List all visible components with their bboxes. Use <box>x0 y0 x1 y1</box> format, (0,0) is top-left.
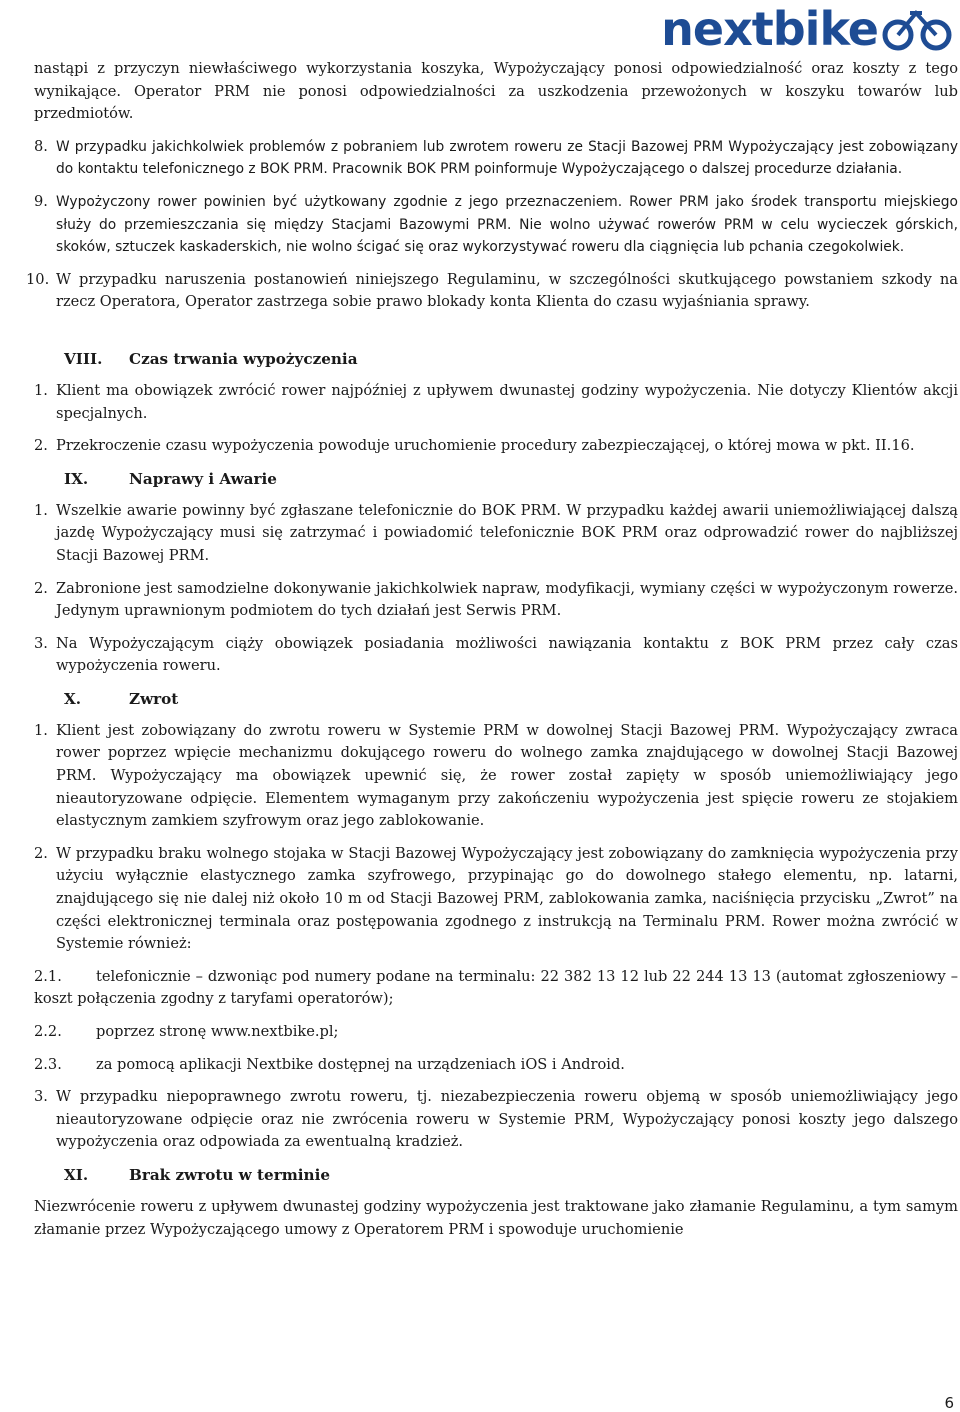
list-item <box>34 843 958 956</box>
item-text: Klient ma obowiązek zwrócić rower najpóźniej z upływem dwunastej godziny wypożyczenia. Nie dotyczy Klientów akcji specjalnych. <box>56 381 958 422</box>
list-item <box>34 1086 958 1154</box>
item-text: Na Wypożyczającym ciąży obowiązek posiadania możliwości nawiązania kontaktu z BOK PRM przez cały czas wypożyczenia roweru. <box>56 634 958 675</box>
section-title: Czas trwania wypożyczenia <box>129 349 358 368</box>
section-title: Brak zwrotu w terminie <box>129 1165 331 1184</box>
item-number: 2. <box>34 579 48 597</box>
section-heading <box>34 348 958 370</box>
item-text: Zabronione jest samodzielne dokonywanie jakichkolwiek napraw, modyfikacji, wymiany części w wypożyczonym rowerze. Jedynym uprawnionym podmiotem do tych działań jest Serwis PRM. <box>56 579 958 620</box>
item-number: 10. <box>26 270 50 288</box>
list-item <box>34 500 958 568</box>
list-item <box>34 380 958 425</box>
item-text: W przypadku braku wolnego stojaka w Stacji Bazowej Wypożyczający jest zobowiązany do zamknięcia wypożyczenia przy użyciu wyłącznie elastycznego zamka szyfrowego, przypinając go do dowolnego stałego elementu, np. latarni, znajdującego się nie dalej niż około 10 m od Stacji Bazowej PRM, zablokowania zamka, naciśnięcia przycisku „Zwrot” na części elektronicznej terminala oraz postępowania zgodnego z instrukcją na Terminalu PRM. Rower można zwrócić w Systemie również: <box>56 844 958 953</box>
logo-text: nextbike <box>661 2 878 56</box>
list-item <box>34 136 958 181</box>
document-body <box>26 58 958 1251</box>
sub-item-number: 2.3. <box>34 1055 62 1073</box>
item-text: W przypadku naruszenia postanowień niniejszego Regulaminu, w szczególności skutkującego powstaniem szkody na rzecz Operatora, Operator zastrzega sobie prawo blokady konta Klienta do czasu wyjaśniania sprawy. <box>56 270 958 311</box>
section-paragraph: Niezwrócenie roweru z upływem dwunastej godziny wypożyczenia jest traktowane jako złamanie Regulaminu, a tym samym złamanie przez Wypożyczającego umowy z Operatorem PRM i spowoduje uruchomienie <box>34 1197 958 1238</box>
item-text: W przypadku jakichkolwiek problemów z pobraniem lub zwrotem roweru ze Stacji Bazowej PRM Wypożyczający jest zobowiązany do kontaktu telefonicznego z BOK PRM. Pracownik BOK PRM poinformuje Wypożyczającego o dalszej procedurze działania. <box>56 138 958 178</box>
sub-item <box>34 966 958 1011</box>
item-number: 1. <box>34 501 48 519</box>
section-heading <box>34 1164 958 1186</box>
list-item <box>34 191 958 259</box>
item-number: 8. <box>34 137 48 155</box>
item-text: Wszelkie awarie powinny być zgłaszane telefonicznie do BOK PRM. W przypadku każdej awarii uniemożliwiającej dalszą jazdę Wypożyczający musi się zatrzymać i powiadomić telefonicznie BOK PRM oraz odprowadzić rower do najbliższej Stacji Bazowej PRM. <box>56 501 958 564</box>
item-text: Klient jest zobowiązany do zwrotu roweru w Systemie PRM w dowolnej Stacji Bazowej PRM. Wypożyczający zwraca rower poprzez wpięcie mechanizmu dokującego roweru do wolnego zamka znajdującego w dowolnej Stacji Bazowej PRM. Wypożyczający ma obowiązek upewnić się, że rower został zapięty w sposób uniemożliwiający jego nieautoryzowane odpięcie. Elementem wymaganym przy zakończeniu wypożyczenia jest spięcie roweru ze stojakiem elastycznym zamkiem szyfrowym oraz jego zablokowanie. <box>56 721 958 830</box>
item-text: W przypadku niepoprawnego zwrotu roweru, tj. niezabezpieczenia roweru objemą w sposób uniemożliwiający jego nieautoryzowane odpięcie oraz nie zwrócenia roweru w Systemie PRM, Wypożyczający ponosi koszty jego dalszego wypożyczenia oraz odpowiada za ewentualną kradzież. <box>56 1088 958 1151</box>
page-number: 6 <box>944 1394 954 1412</box>
section-heading <box>34 468 958 490</box>
item-number: 2. <box>34 844 48 862</box>
item-number: 1. <box>34 381 48 399</box>
item-text: Przekroczenie czasu wypożyczenia powoduje uruchomienie procedury zabezpieczającej, o której mowa w pkt. II.16. <box>56 437 915 455</box>
section-title: Zwrot <box>129 689 179 708</box>
item-number: 3. <box>34 634 48 652</box>
bicycle-icon <box>882 7 954 51</box>
sub-item-text: poprzez stronę www.nextbike.pl; <box>96 1023 339 1040</box>
paragraph-continued: nastąpi z przyczyn niewłaściwego wykorzystania koszyka, Wypożyczający ponosi odpowiedzialność oraz koszty z tego wynikające. Operator PRM nie ponosi odpowiedzialności za uszkodzenia przewożonych w koszyku towarów lub przedmiotów. <box>34 60 958 123</box>
item-number: 9. <box>34 192 48 210</box>
item-number: 3. <box>34 1088 48 1106</box>
sub-item-text: za pomocą aplikacji Nextbike dostępnej na urządzeniach iOS i Android. <box>96 1055 625 1073</box>
section-number: XI. <box>64 1165 89 1184</box>
nextbike-logo <box>661 2 954 56</box>
section-title: Naprawy i Awarie <box>129 469 277 488</box>
section-number: X. <box>64 689 82 708</box>
list-item <box>26 269 958 314</box>
list-item <box>34 633 958 678</box>
sub-item <box>34 1021 958 1044</box>
sub-item-text: telefonicznie – dzwoniąc pod numery podane na terminalu: 22 382 13 12 lub 22 244 13 13 (automat zgłoszeniowy – koszt połączenia zgodny z taryfami operatorów); <box>34 967 958 1008</box>
sub-item-number: 2.1. <box>34 967 62 985</box>
item-number: 2. <box>34 437 48 455</box>
item-text: Wypożyczony rower powinien być użytkowany zgodnie z jego przeznaczeniem. Rower PRM jako środek transportu miejskiego służy do przemieszczania się między Stacjami Bazowymi PRM. Nie wolno używać rowerów PRM w celu wycieczek górskich, skoków, sztuczek kaskaderskich, nie wolno ścigać się oraz wykorzystywać roweru dla ciągnięcia lub pchania czegokolwiek. <box>56 193 958 256</box>
item-number: 1. <box>34 721 48 739</box>
sub-item <box>34 1054 958 1077</box>
section-number: IX. <box>64 469 89 488</box>
section-number: VIII. <box>64 349 103 368</box>
list-item <box>34 435 958 458</box>
section-heading <box>34 688 958 710</box>
sub-item-number: 2.2. <box>34 1023 62 1040</box>
list-item <box>34 578 958 623</box>
list-item <box>34 720 958 833</box>
